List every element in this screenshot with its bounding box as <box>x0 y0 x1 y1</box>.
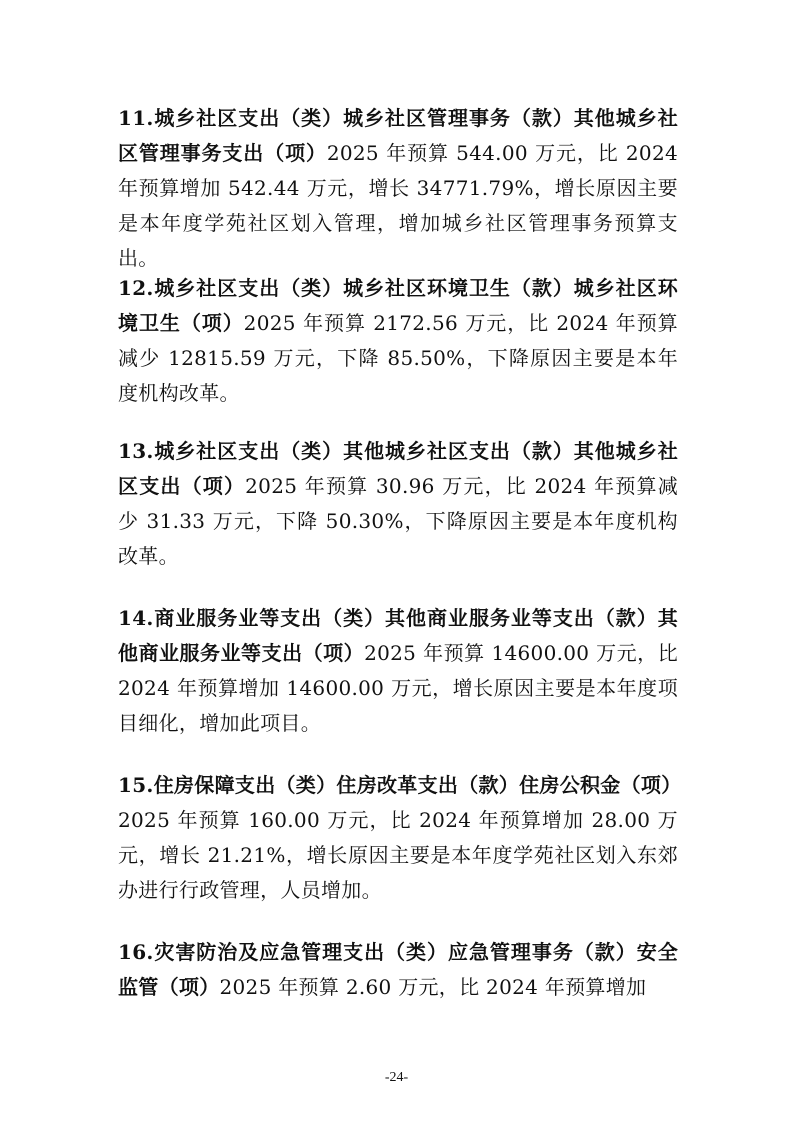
paragraph-body: 2025 年预算 30.96 万元，比 2024 年预算减少 31.33 万元，下降 50.30%，下降原因主要是本年度机构改革。 <box>118 474 678 568</box>
paragraph-body: 2025 年预算 160.00 万元，比 2024 年预算增加 28.00 万元，增长 21.21%，增长原因主要是本年度学苑社区划入东郊办进行行政管理，人员增加。 <box>118 808 678 902</box>
paragraph-12 <box>118 271 678 411</box>
paragraph-heading: 15.住房保障支出（类）住房改革支出（款）住房公积金（项） <box>118 773 682 797</box>
paragraph-15 <box>118 768 682 908</box>
paragraph-heading: 14.商业服务业等支出（类）其他商业服务业等支出（款）其他商业服务业等支出（项） <box>118 606 678 665</box>
paragraph-heading: 13.城乡社区支出（类）其他城乡社区支出（款）其他城乡社区支出（项） <box>118 439 678 498</box>
paragraph-body: 2025 年预算 14600.00 万元，比 2024 年预算增加 14600.00 万元，增长原因主要是本年度项目细化，增加此项目。 <box>118 641 678 735</box>
page-number: -24- <box>384 1070 409 1085</box>
paragraph-13 <box>118 434 678 574</box>
paragraph-body: 2025 年预算 2.60 万元，比 2024 年预算增加 <box>219 975 647 999</box>
paragraph-body: 2025 年预算 2172.56 万元，比 2024 年预算减少 12815.59 万元，下降 85.50%，下降原因主要是本年度机构改革。 <box>118 311 678 405</box>
paragraph-14 <box>118 601 678 741</box>
paragraph-heading: 16.灾害防治及应急管理支出（类）应急管理事务（款）安全监管（项） <box>118 940 678 999</box>
paragraph-11 <box>118 101 678 276</box>
paragraph-heading: 11.城乡社区支出（类）城乡社区管理事务（款）其他城乡社区管理事务支出（项） <box>118 106 678 165</box>
paragraph-heading: 12.城乡社区支出（类）城乡社区环境卫生（款）城乡社区环境卫生（项） <box>118 276 678 335</box>
paragraph-body: 2025 年预算 544.00 万元，比 2024 年预算增加 542.44 万元，增长 34771.79%，增长原因主要是本年度学苑社区划入管理，增加城乡社区管理事务预算支出。 <box>118 141 678 270</box>
paragraph-16 <box>118 935 678 1005</box>
